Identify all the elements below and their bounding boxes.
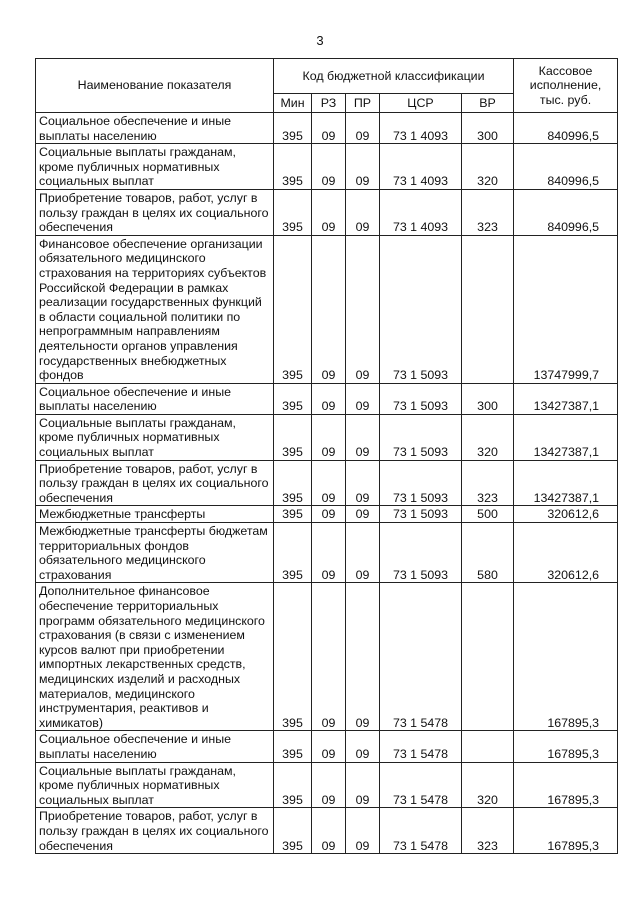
- row-min: 395: [274, 583, 312, 731]
- row-name: Социальные выплаты гражданам, кроме публичных нормативных социальных выплат: [36, 414, 274, 460]
- header-code-group: Код бюджетной классификации: [274, 59, 514, 94]
- row-min: 395: [274, 113, 312, 144]
- table-row: [36, 460, 618, 506]
- row-amount: 13747999,7: [514, 235, 618, 383]
- row-vr: 323: [462, 808, 514, 854]
- row-csr: 73 1 5093: [380, 235, 462, 383]
- row-min: 395: [274, 189, 312, 235]
- row-rz: 09: [312, 762, 346, 808]
- header-csr: ЦСР: [380, 94, 462, 113]
- row-min: 395: [274, 762, 312, 808]
- header-row: [36, 59, 618, 94]
- row-pr: 09: [346, 189, 380, 235]
- row-rz: 09: [312, 506, 346, 523]
- row-rz: 09: [312, 189, 346, 235]
- row-pr: 09: [346, 235, 380, 383]
- row-csr: 73 1 5093: [380, 460, 462, 506]
- row-rz: 09: [312, 523, 346, 583]
- row-amount: 167895,3: [514, 808, 618, 854]
- row-min: 395: [274, 460, 312, 506]
- row-vr: [462, 583, 514, 731]
- row-name: Приобретение товаров, работ, услуг в пользу граждан в целях их социального обеспечения: [36, 189, 274, 235]
- row-csr: 73 1 5478: [380, 731, 462, 762]
- row-rz: 09: [312, 144, 346, 190]
- row-csr: 73 1 5093: [380, 414, 462, 460]
- row-csr: 73 1 5093: [380, 506, 462, 523]
- row-pr: 09: [346, 414, 380, 460]
- row-csr: 73 1 5478: [380, 762, 462, 808]
- header-rz: РЗ: [312, 94, 346, 113]
- row-pr: 09: [346, 731, 380, 762]
- row-vr: [462, 731, 514, 762]
- row-vr: [462, 235, 514, 383]
- row-amount: 320612,6: [514, 506, 618, 523]
- row-csr: 73 1 5478: [380, 808, 462, 854]
- row-name: Межбюджетные трансферты бюджетам территориальных фондов обязательного медицинского страхования: [36, 523, 274, 583]
- row-vr: 320: [462, 414, 514, 460]
- row-vr: 500: [462, 506, 514, 523]
- row-vr: 580: [462, 523, 514, 583]
- row-min: 395: [274, 506, 312, 523]
- row-pr: 09: [346, 762, 380, 808]
- table-row: [36, 414, 618, 460]
- row-csr: 73 1 5093: [380, 383, 462, 414]
- row-name: Социальные выплаты гражданам, кроме публичных нормативных социальных выплат: [36, 762, 274, 808]
- row-csr: 73 1 5478: [380, 583, 462, 731]
- row-rz: 09: [312, 583, 346, 731]
- row-pr: 09: [346, 113, 380, 144]
- row-csr: 73 1 5093: [380, 523, 462, 583]
- row-vr: 323: [462, 189, 514, 235]
- row-rz: 09: [312, 808, 346, 854]
- row-vr: 323: [462, 460, 514, 506]
- row-rz: 09: [312, 731, 346, 762]
- row-min: 395: [274, 235, 312, 383]
- row-min: 395: [274, 414, 312, 460]
- budget-table: [35, 58, 618, 854]
- row-pr: 09: [346, 583, 380, 731]
- row-rz: 09: [312, 460, 346, 506]
- row-amount: 167895,3: [514, 762, 618, 808]
- row-name: Социальные выплаты гражданам, кроме публичных нормативных социальных выплат: [36, 144, 274, 190]
- row-amount: 13427387,1: [514, 383, 618, 414]
- row-pr: 09: [346, 808, 380, 854]
- row-min: 395: [274, 808, 312, 854]
- row-vr: 320: [462, 144, 514, 190]
- row-min: 395: [274, 731, 312, 762]
- row-amount: 840996,5: [514, 113, 618, 144]
- table-row: [36, 506, 618, 523]
- header-amount: Кассовое исполнение, тыс. руб.: [514, 59, 618, 113]
- table-row: [36, 189, 618, 235]
- row-min: 395: [274, 383, 312, 414]
- row-pr: 09: [346, 523, 380, 583]
- row-vr: 300: [462, 383, 514, 414]
- row-name: Социальное обеспечение и иные выплаты населению: [36, 383, 274, 414]
- row-amount: 840996,5: [514, 189, 618, 235]
- row-rz: 09: [312, 113, 346, 144]
- row-name: Приобретение товаров, работ, услуг в пользу граждан в целях их социального обеспечения: [36, 808, 274, 854]
- row-csr: 73 1 4093: [380, 144, 462, 190]
- page-number: 3: [316, 33, 324, 48]
- header-min: Мин: [274, 94, 312, 113]
- row-csr: 73 1 4093: [380, 189, 462, 235]
- row-name: Дополнительное финансовое обеспечение территориальных программ обязательного медицинского страхования (в связи с изменением курсов валют при приобретении импортных лекарственных средств, медицинских изделий и расходных материалов, медицинского инструментария, реактивов и химикатов): [36, 583, 274, 731]
- row-name: Финансовое обеспечение организации обязательного медицинского страхования на территориях субъектов Российской Федерации в рамках реализации государственных функций в области социальной политики по непрограммным направлениям деятельности органов управления государственных внебюджетных фондов: [36, 235, 274, 383]
- header-vr: ВР: [462, 94, 514, 113]
- row-name: Приобретение товаров, работ, услуг в пользу граждан в целях их социального обеспечения: [36, 460, 274, 506]
- row-amount: 167895,3: [514, 583, 618, 731]
- table-row: [36, 808, 618, 854]
- row-csr: 73 1 4093: [380, 113, 462, 144]
- row-amount: 167895,3: [514, 731, 618, 762]
- row-amount: 13427387,1: [514, 414, 618, 460]
- row-rz: 09: [312, 414, 346, 460]
- table-row: [36, 762, 618, 808]
- row-rz: 09: [312, 383, 346, 414]
- row-min: 395: [274, 523, 312, 583]
- row-rz: 09: [312, 235, 346, 383]
- row-pr: 09: [346, 144, 380, 190]
- row-pr: 09: [346, 383, 380, 414]
- table-row: [36, 113, 618, 144]
- row-amount: 320612,6: [514, 523, 618, 583]
- row-name: Межбюджетные трансферты: [36, 506, 274, 523]
- row-amount: 840996,5: [514, 144, 618, 190]
- row-amount: 13427387,1: [514, 460, 618, 506]
- row-name: Социальное обеспечение и иные выплаты населению: [36, 113, 274, 144]
- row-min: 395: [274, 144, 312, 190]
- table-row: [36, 583, 618, 731]
- table-row: [36, 523, 618, 583]
- row-pr: 09: [346, 460, 380, 506]
- table-row: [36, 383, 618, 414]
- table-row: [36, 235, 618, 383]
- table-row: [36, 731, 618, 762]
- header-pr: ПР: [346, 94, 380, 113]
- table-row: [36, 144, 618, 190]
- row-vr: 320: [462, 762, 514, 808]
- row-vr: 300: [462, 113, 514, 144]
- header-name: Наименование показателя: [36, 59, 274, 113]
- row-name: Социальное обеспечение и иные выплаты населению: [36, 731, 274, 762]
- row-pr: 09: [346, 506, 380, 523]
